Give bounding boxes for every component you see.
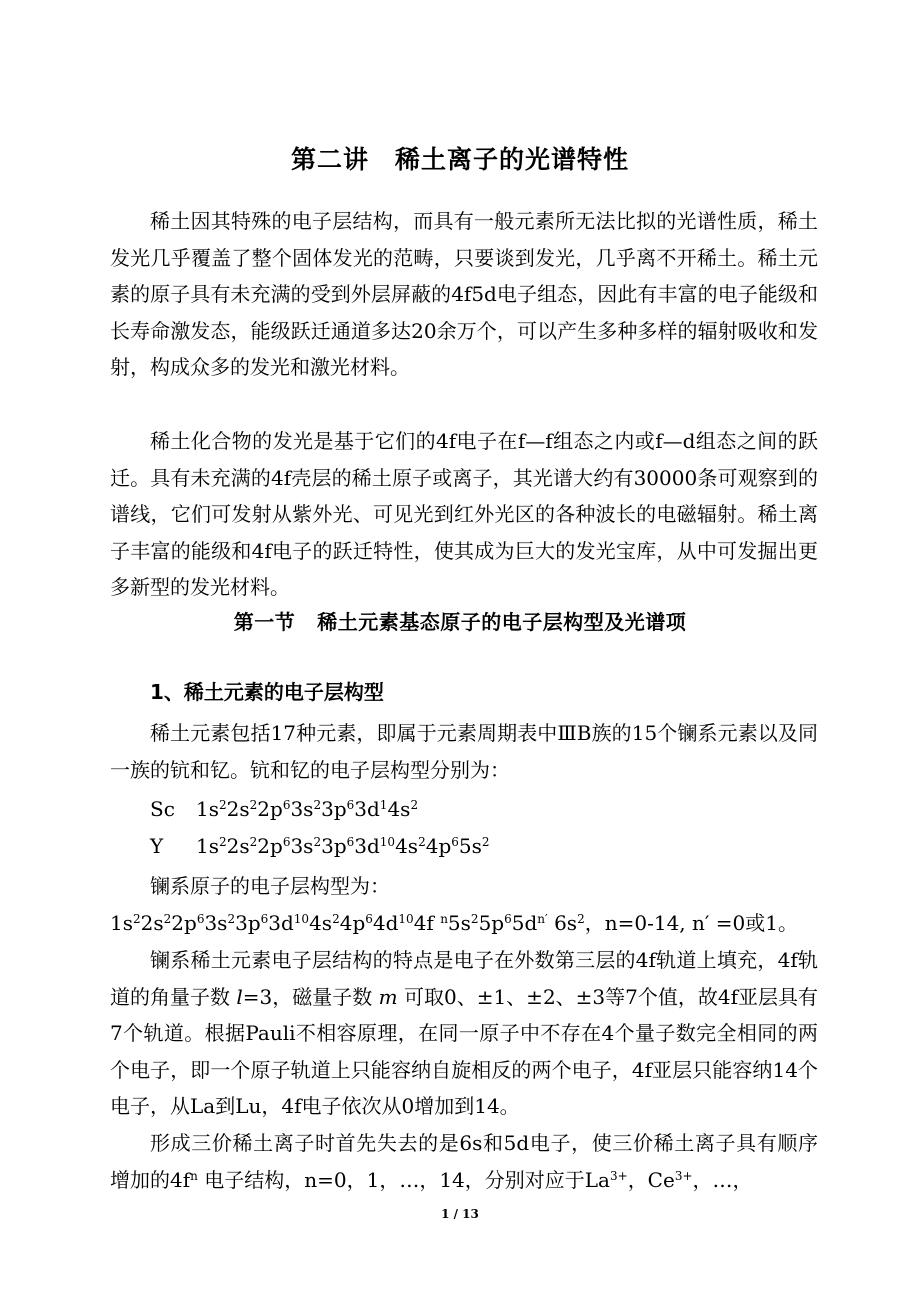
sc-formula: $1s^22s^22p^63s^23p^63d^14s^2$ bbox=[196, 797, 419, 821]
p5-text-mid2: ，Ce bbox=[627, 1167, 675, 1192]
y-symbol: Y bbox=[150, 834, 164, 858]
y-configuration bbox=[150, 834, 490, 858]
section-title: 稀土元素基态原子的电子层构型及光谱项 bbox=[317, 610, 687, 634]
subsection-heading: 1、稀土元素的电子层构型 bbox=[150, 680, 384, 704]
body-paragraph-elements: 稀土元素包括17种元素，即属于元素周期表中ⅢB族的15个镧系元素以及同一族的钪和钇。钪和钇的电子层构型分别为： bbox=[110, 721, 818, 782]
lanthanide-intro: 镧系原子的电子层构型为： bbox=[150, 874, 390, 898]
page-title bbox=[0, 140, 920, 176]
sc-configuration bbox=[150, 797, 418, 821]
y-formula: $1s^22s^22p^63s^23p^63d^{10}4s^24p^65s^2$ bbox=[196, 834, 490, 858]
lanthanide-formula-tail: ，n=0-14, n′ =0或1。 bbox=[584, 911, 798, 935]
p5-text-start: 形成三价稀土离子时首先失去的是6s和5d电子，使三价稀土离子具有顺序增加的4f bbox=[110, 1131, 818, 1192]
section-label: 第一节 bbox=[233, 610, 296, 634]
p4-text-mid: =3，磁量子数 bbox=[242, 984, 373, 1009]
lecture-number: 第二讲 bbox=[290, 145, 369, 174]
sc-symbol: Sc bbox=[150, 797, 175, 821]
lecture-title: 稀土离子的光谱特性 bbox=[395, 145, 630, 174]
lanthanide-formula: $1s^22s^22p^63s^23p^63d^{10}4s^24p^64d^{10}4f$ $^n5s^25p^65d^{n'}$ $6s^2$ bbox=[110, 911, 585, 935]
intro-paragraph-1: 稀土因其特殊的电子层结构，而具有一般元素所无法比拟的光谱性质，稀土发光几乎覆盖了整个固体发光的范畴，只要谈到发光，几乎离不开稀土。稀土元素的原子具有未充满的受到外层屏蔽的4f5d电子组态，因此有丰富的电子能级和长寿命激发态，能级跃迁通道多达20余万个，可以产生多种多样的辐射吸收和发射，构成众多的发光和激光材料。 bbox=[110, 209, 818, 379]
p5-text-end: ，…， bbox=[692, 1167, 753, 1192]
section-heading bbox=[0, 606, 920, 635]
p5-text-mid: 电子结构，n=0，1，…，14，分别对应于La bbox=[204, 1167, 610, 1192]
p4-symbol-m: m bbox=[378, 984, 398, 1009]
intro-paragraph-2: 稀土化合物的发光是基于它们的4f电子在f—f组态之内或f—d组态之间的跃迁。具有未充满的4f壳层的稀土原子或离子，其光谱大约有30000条可观察到的谱线，它们可发射从紫外光、可见光到红外光区的各种波长的电磁辐射。稀土离子丰富的能级和4f电子的跃迁特性，使其成为巨大的发光宝库，从中可发掘出更多新型的发光材料。 bbox=[110, 429, 818, 599]
p4-text-end: 可取0、±1、±2、±3等7个值，故4f亚层具有7个轨道。根据Pauli不相容原理，在同一原子中不存在4个量子数完全相同的两个电子，即一个原子轨道上只能容纳自旋相反的两个电子，4f亚层只能容纳14个电子，从La到Lu，4f电子依次从0增加到14。 bbox=[110, 984, 819, 1118]
p4-text-start: 镧系稀土元素电子层结构的特点是电子在外数第三层的4f轨道上填充，4f轨道的角量子数 bbox=[110, 948, 818, 1009]
lanthanide-configuration bbox=[110, 907, 798, 936]
body-paragraph-4f-orbitals bbox=[110, 942, 818, 1125]
page-number: 1 / 13 bbox=[441, 1207, 479, 1221]
p4-symbol-l: l bbox=[236, 984, 243, 1009]
body-paragraph-trivalent-ions: 形成三价稀土离子时首先失去的是6s和5d电子，使三价稀土离子具有顺序增加的$4f^n$ 电子结构，n=0，1，…，14，分别对应于$La^{3+}$，$Ce^{3+}$，…， bbox=[110, 1131, 818, 1192]
